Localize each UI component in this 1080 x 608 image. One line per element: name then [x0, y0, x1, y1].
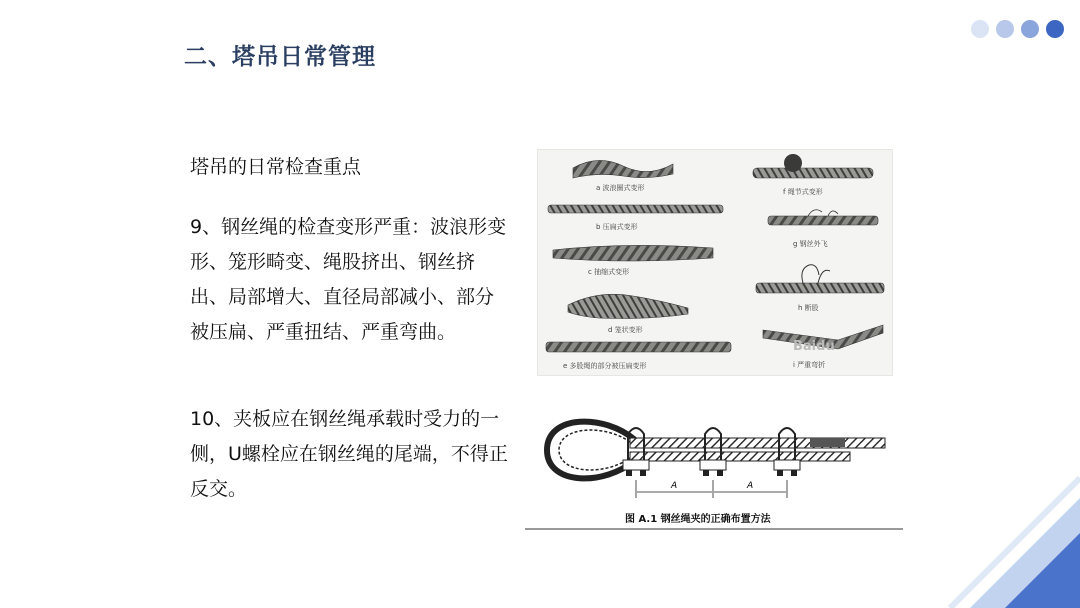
- label-b: b 压扁式变形: [596, 223, 638, 231]
- dot-2: [996, 20, 1014, 38]
- label-g: g 钢丝外飞: [793, 240, 828, 248]
- label-i: i 严重弯折: [793, 361, 826, 369]
- label-a: a 波浪圈式变形: [596, 184, 645, 192]
- dot-3: [1021, 20, 1039, 38]
- rope-d-cage: [568, 294, 688, 318]
- dimension-label-2: A: [747, 481, 754, 491]
- dot-4: [1046, 20, 1064, 38]
- label-d: d 笼状变形: [608, 326, 643, 334]
- tail-rope: [630, 452, 850, 461]
- decorative-dots: [971, 20, 1064, 38]
- label-h: h 断股: [798, 304, 819, 312]
- label-f: f 绳节式变形: [783, 188, 823, 196]
- corner-decoration: [910, 438, 1080, 608]
- rope-c-shrink: [553, 245, 713, 261]
- knot-mass: [784, 154, 802, 172]
- section-subtitle: 塔吊的日常检查重点: [190, 156, 362, 178]
- rope-clip-arrangement-figure: [525, 404, 903, 531]
- rope-a-wave: [573, 160, 673, 178]
- main-rope: [630, 438, 885, 448]
- watermark-text: Baidu: [793, 339, 835, 354]
- figure-caption: 图 A.1 钢丝绳夹的正确布置方法: [625, 514, 771, 525]
- paragraph-clamp-placement: 10、夹板应在钢丝绳承载时受力的一侧，U螺栓应在钢丝绳的尾端，不得正反交。: [190, 408, 508, 500]
- wire-rope-deformation-figure: [537, 149, 893, 376]
- rope-h-broken-strand: [756, 283, 884, 293]
- label-c: c 抽缩式变形: [588, 268, 630, 276]
- dimension-label-1: A: [671, 481, 678, 491]
- rope-e-multi-flat: [546, 342, 731, 352]
- clip-diagram: [525, 404, 903, 531]
- rope-b-flattened: [548, 205, 723, 213]
- label-e: e 多股绳的部分被压扁变形: [563, 362, 647, 370]
- paragraph-wire-rope-deformation: 9、钢丝绳的检查变形严重：波浪形变形、笼形畸变、绳股挤出、钢丝挤出、局部增大、直径局部减小、部分被压扁、严重扭结、严重弯曲。: [190, 216, 507, 343]
- dot-1: [971, 20, 989, 38]
- slide-title: 二、塔吊日常管理: [184, 44, 376, 70]
- deformation-illustration: [538, 150, 892, 375]
- rope-g-wires-out: [768, 216, 878, 225]
- rope-f-knot: [753, 168, 873, 178]
